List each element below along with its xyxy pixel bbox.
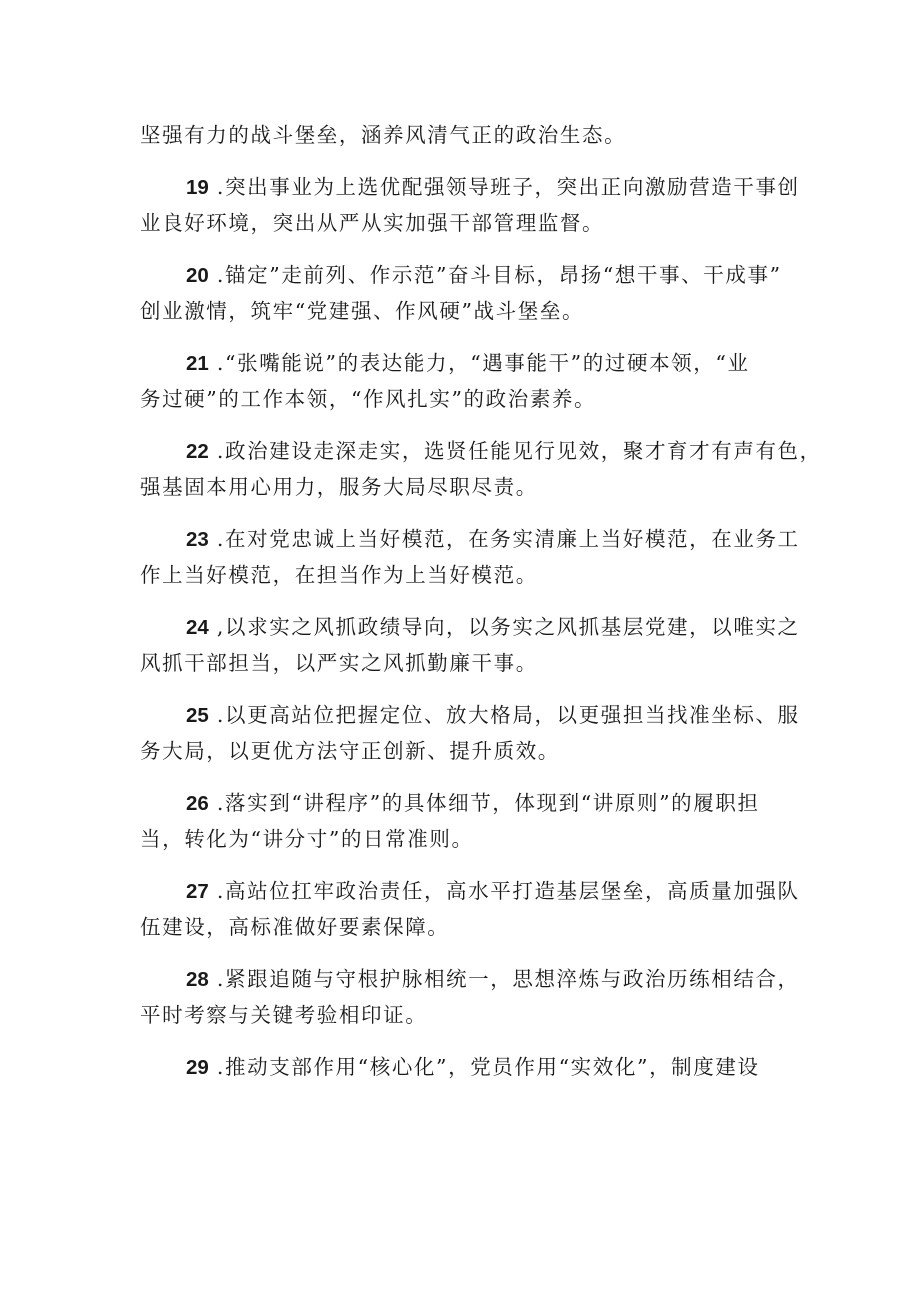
line-text: 务大局，以更优方法守正创新、提升质效。 (140, 739, 560, 763)
line-text: .紧跟追随与守根护脉相统一，思想淬炼与政治历练相结合， (208, 967, 800, 991)
line-text: .以更高站位把握定位、放大格局，以更强担当找准坐标、服 (208, 703, 800, 727)
text-line (140, 293, 794, 329)
text-line (140, 821, 794, 857)
line-text: 坚强有力的战斗堡垒，涵养风清气正的政治生态。 (140, 123, 627, 147)
text-line (140, 205, 794, 241)
list-item-22 (140, 433, 822, 469)
line-text: .落实到“讲程序”的具体细节，体现到“讲原则”的履职担 (208, 791, 760, 815)
text-line (140, 733, 794, 769)
item-number: 21 (186, 352, 209, 375)
line-text: .推动支部作用“核心化”，党员作用“实效化”，制度建设 (208, 1055, 760, 1079)
item-number: 20 (186, 264, 209, 287)
list-item-26 (140, 785, 794, 821)
item-number: 27 (186, 880, 209, 903)
line-text: .政治建设走深走实，选贤任能见行见效，聚才育才有声有色， (208, 439, 822, 463)
text-line (140, 469, 794, 505)
line-text: 强基固本用心用力，服务大局尽职尽责。 (140, 475, 538, 499)
line-text: 当，转化为“讲分寸”的日常准则。 (140, 827, 474, 851)
line-text: .“张嘴能说”的表达能力，“遇事能干”的过硬本领，“业 (208, 351, 750, 375)
item-number: 22 (186, 440, 209, 463)
item-number: 26 (186, 792, 209, 815)
text-line (140, 997, 794, 1033)
item-number: 19 (186, 176, 209, 199)
line-text: .突出事业为上选优配强领导班子，突出正向激励营造干事创 (208, 175, 800, 199)
line-text: 创业激情，筑牢“党建强、作风硬”战斗堡垒。 (140, 299, 585, 323)
line-text: .在对党忠诚上当好模范，在务实清廉上当好模范，在业务工 (208, 527, 800, 551)
list-item-24 (140, 609, 800, 645)
list-item-20 (140, 257, 794, 293)
text-line (140, 557, 794, 593)
list-item-21 (140, 345, 794, 381)
line-text: 伍建设，高标准做好要素保障。 (140, 915, 450, 939)
text-line (140, 381, 794, 417)
item-number: 24 (186, 616, 209, 639)
text-line (140, 645, 794, 681)
text-line (140, 909, 794, 945)
list-item-27 (140, 873, 800, 909)
list-item-29 (140, 1049, 794, 1085)
list-item-25 (140, 697, 800, 733)
document-body (140, 117, 822, 1085)
item-number: 29 (186, 1056, 209, 1079)
list-item-23 (140, 521, 800, 557)
line-text: 作上当好模范，在担当作为上当好模范。 (140, 563, 538, 587)
line-text: 平时考察与关键考验相印证。 (140, 1003, 428, 1027)
line-text: 风抓干部担当，以严实之风抓勤廉干事。 (140, 651, 538, 675)
text-line (140, 117, 794, 153)
line-text: 业良好环境，突出从严从实加强干部管理监督。 (140, 211, 605, 235)
item-number: 23 (186, 528, 209, 551)
item-number: 25 (186, 704, 209, 727)
list-item-28 (140, 961, 800, 997)
line-text: ,以求实之风抓政绩导向，以务实之风抓基层党建，以唯实之 (208, 615, 800, 639)
list-item-19 (140, 169, 800, 205)
item-number: 28 (186, 968, 209, 991)
line-text: 务过硬”的工作本领，“作风扎实”的政治素养。 (140, 387, 597, 411)
line-text: .高站位扛牢政治责任，高水平打造基层堡垒，高质量加强队 (208, 879, 800, 903)
line-text: .锚定”走前列、作示范”奋斗目标，昂扬“想干事、干成事” (208, 263, 782, 287)
